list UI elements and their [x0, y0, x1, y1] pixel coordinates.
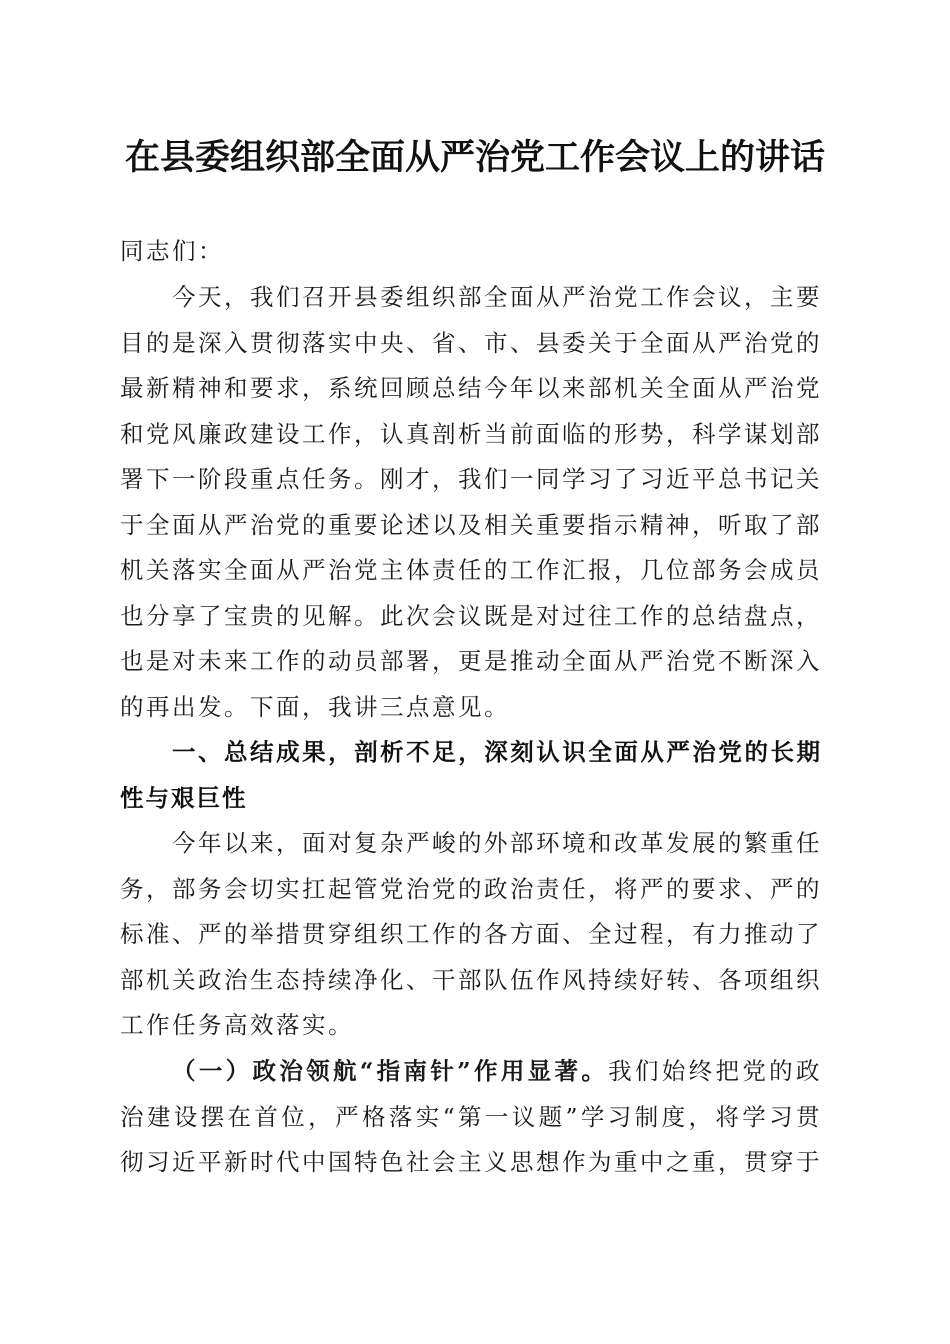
subsection-1-lead: （一）政治领航“指南针”作用显著。	[172, 1057, 609, 1085]
section-1-heading: 一、总结成果，剖析不足，深刻认识全面从严治党的长期性与艰巨性	[120, 738, 822, 812]
subsection-1-paragraph	[120, 1049, 822, 1186]
salutation: 同志们：	[120, 237, 224, 265]
subsection-1-body: 我们始终把党的政治建设摆在首位，严格落实“第一议题”学习制度，将学习贯彻习近平新时代中国特色社会主义思想作为重中之重，贯穿于	[120, 1057, 822, 1176]
document-title: 在县委组织部全面从严治党工作会议上的讲话	[124, 137, 825, 178]
section-1-paragraph: 今年以来，面对复杂严峻的外部环境和改革发展的繁重任务，部务会切实扛起管党治党的政治责任，将严的要求、严的标准、严的举措贯穿组织工作的各方面、全过程，有力推动了部机关政治生态持续净化、干部队伍作风持续好转、各项组织工作任务高效落实。	[120, 829, 822, 1039]
intro-paragraph: 今天，我们召开县委组织部全面从严治党工作会议，主要目的是深入贯彻落实中央、省、市、县委关于全面从严治党的最新精神和要求，系统回顾总结今年以来部机关全面从严治党和党风廉政建设工作，认真剖析当前面临的形势，科学谋划部署下一阶段重点任务。刚才，我们一同学习了习近平总书记关于全面从严治党的重要论述以及相关重要指示精神，听取了部机关落实全面从严治党主体责任的工作汇报，几位部务会成员也分享了宝贵的见解。此次会议既是对过往工作的总结盘点，也是对未来工作的动员部署，更是推动全面从严治党不断深入的再出发。下面，我讲三点意见。	[120, 283, 822, 721]
